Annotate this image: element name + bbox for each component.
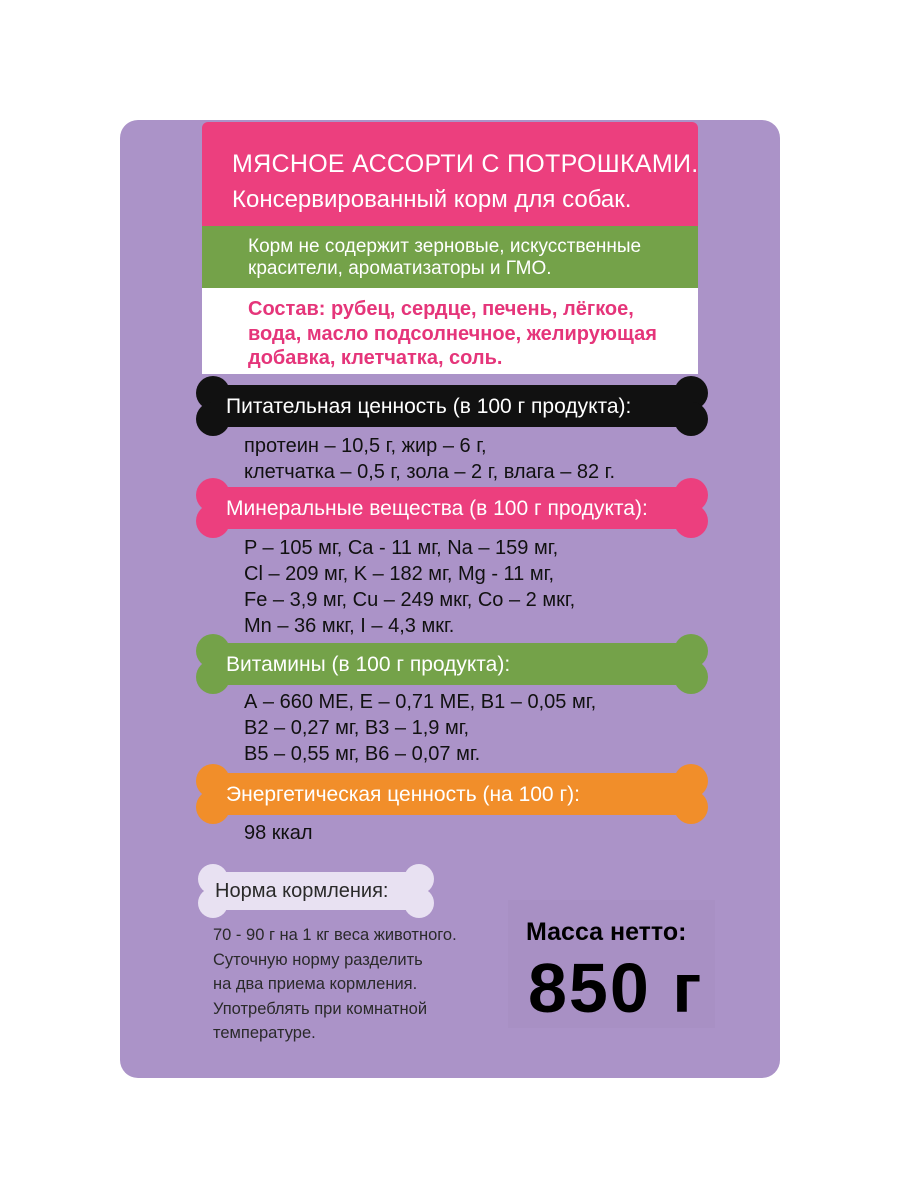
composition-text: Состав: рубец, сердце, печень, лёгкое, вода, масло подсолнечное, желирующая добавка, клетчатка, соль. xyxy=(248,298,657,369)
net-mass-label: Масса нетто: xyxy=(526,918,687,946)
vitamins-values: А – 660 МЕ, Е – 0,71 МЕ, В1 – 0,05 мг, В2 – 0,27 мг, В3 – 1,9 мг, В5 – 0,55 мг, В6 – 0,07 мг. xyxy=(244,691,597,765)
vitamins-heading: Витамины (в 100 г продукта): xyxy=(226,653,511,676)
nutrition-heading: Питательная ценность (в 100 г продукта): xyxy=(226,395,632,418)
feeding-instructions: 70 - 90 г на 1 кг веса животного. Суточную норму разделить на два приема кормления. Употреблять при комнатной температуре. xyxy=(213,926,457,1042)
product-subtitle: Консервированный корм для собак. xyxy=(232,186,632,213)
product-title: МЯСНОЕ АССОРТИ С ПОТРОШКАМИ. xyxy=(232,150,699,178)
nutrition-values: протеин – 10,5 г, жир – 6 г, клетчатка – 0,5 г, зола – 2 г, влага – 82 г. xyxy=(244,435,616,483)
net-mass-value: 850 г xyxy=(528,949,704,1027)
feeding-heading: Норма кормления: xyxy=(215,880,389,902)
minerals-values: P – 105 мг, Ca - 11 мг, Na – 159 мг, Cl – 209 мг, K – 182 мг, Mg - 11 мг, Fe – 3,9 мг, Cu – 249 мкг, Co – 2 мкг, Mn – 36 мкг, I – 4,3 мкг. xyxy=(244,537,576,637)
free-from-text: Корм не содержит зерновые, искусственные красители, ароматизаторы и ГМО. xyxy=(248,236,642,279)
minerals-heading: Минеральные вещества (в 100 г продукта): xyxy=(226,497,648,520)
energy-value: 98 ккал xyxy=(244,822,313,844)
energy-heading: Энергетическая ценность (на 100 г): xyxy=(226,783,580,806)
